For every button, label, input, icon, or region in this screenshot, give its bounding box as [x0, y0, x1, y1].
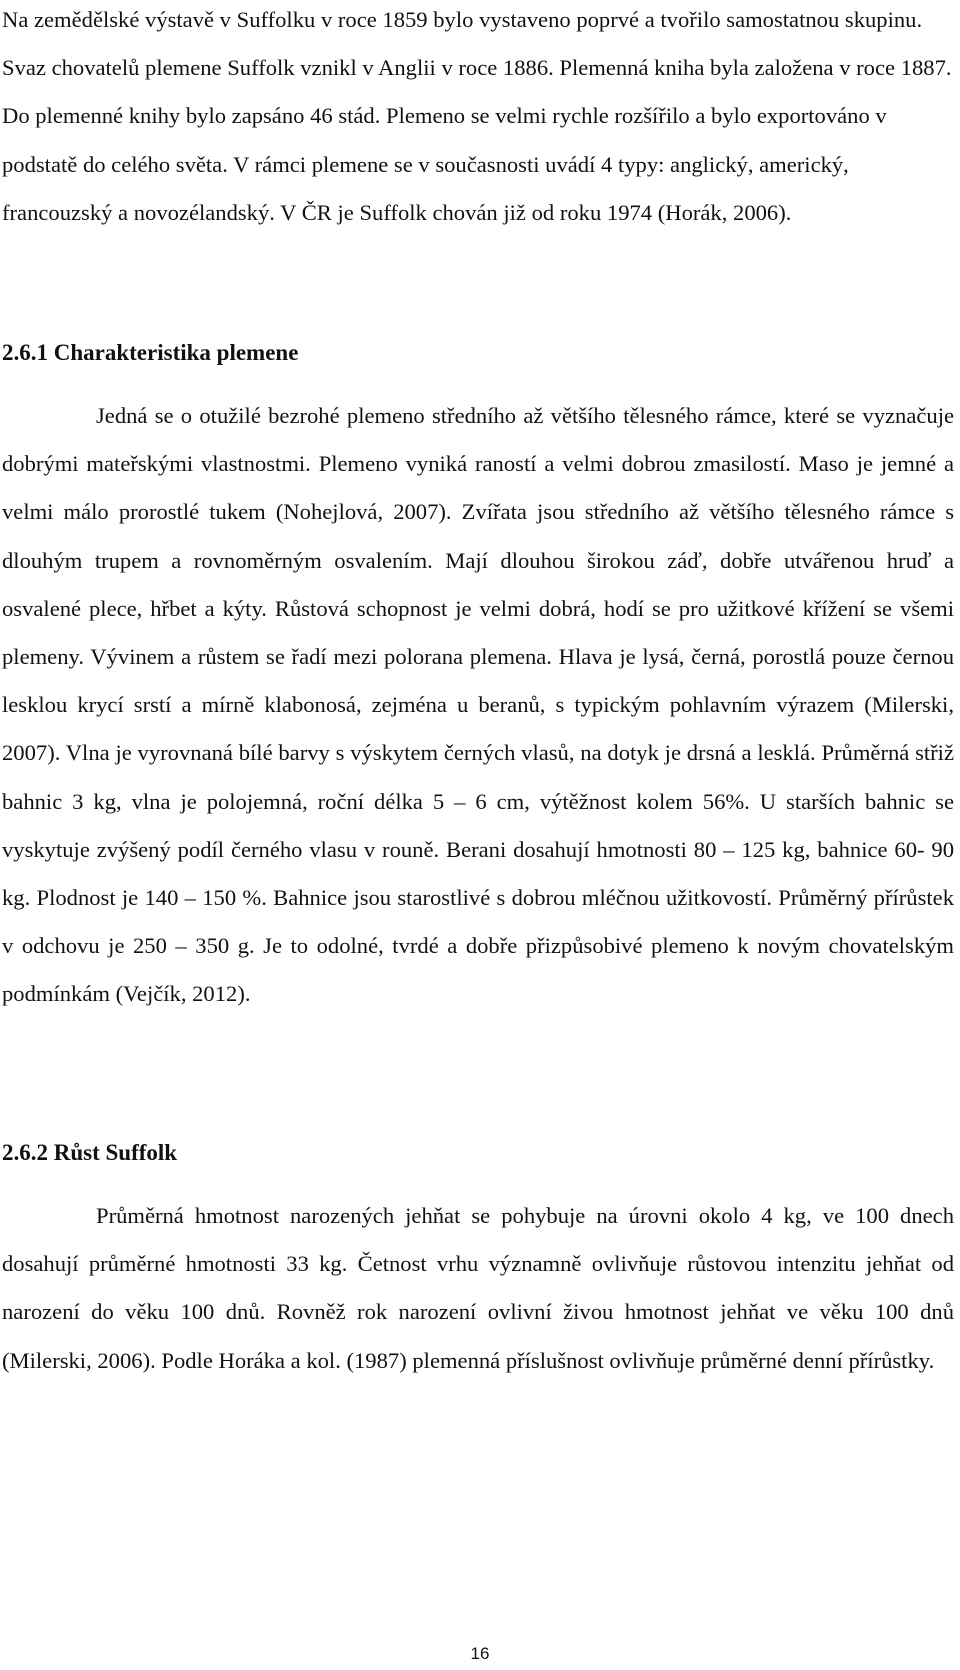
growth-paragraph: Průměrná hmotnost narozených jehňat se pohybuje na úrovni okolo 4 kg, ve 100 dnech dosahují průměrné hmotnosti 33 kg. Četnost vrhu významně ovlivňuje růstovou intenzitu jehňat od narození do věku 100 dnů. Rovněž rok narození ovlivní živou hmotnost jehňat ve věku 100 dnů (Milerski, 2006). Podle Horáka a kol. (1987) plemenná příslušnost ovlivňuje průměrné denní přírůstky.	[2, 1203, 954, 1373]
page-number: 16	[470, 1644, 490, 1663]
section-heading-growth: 2.6.2 Růst Suffolk	[2, 1140, 178, 1165]
section-heading-characteristics: 2.6.1 Charakteristika plemene	[2, 340, 299, 365]
characteristics-paragraph: Jedná se o otužilé bezrohé plemeno středního až většího tělesného rámce, které se vyznačuje dobrými mateřskými vlastnostmi. Plemeno vyniká raností a velmi dobrou zmasilostí. Maso je jemné a velmi málo prorostlé tukem (Nohejlová, 2007). Zvířata jsou středního až většího tělesného rámce s dlouhým trupem a rovnoměrným osvalením. Mají dlouhou širokou záď, dobře utvářenou hruď a osvalené plece, hřbet a kýty. Růstová schopnost je velmi dobrá, hodí se pro užitkové křížení se všemi plemeny. Vývinem a růstem se řadí mezi polorana plemena. Hlava je lysá, černá, porostlá pouze černou lesklou krycí srstí a mírně klabonosá, zejména u beranů, s typickým pohlavním výrazem (Milerski, 2007). Vlna je vyrovnaná bílé barvy s výskytem černých vlasů, na dotyk je drsná a lesklá. Průměrná střiž bahnic 3 kg, vlna je polojemná, roční délka 5 – 6 cm, výtěžnost kolem 56%. U starších bahnic se vyskytuje zvýšený podíl černého vlasu v rouně. Berani dosahují hmotnosti 80 – 125 kg, bahnice 60- 90 kg. Plodnost je 140 – 150 %. Bahnice jsou starostlivé s dobrou mléčnou užitkovostí. Průměrný přírůstek v odchovu je 250 – 350 g. Je to odolné, tvrdé a dobře přizpůsobivé plemeno k novým chovatelským podmínkám (Vejčík, 2012).	[2, 403, 954, 1007]
intro-paragraph: Na zemědělské výstavě v Suffolku v roce 1859 bylo vystaveno poprvé a tvořilo samostatnou skupinu. Svaz chovatelů plemene Suffolk vznikl v Anglii v roce 1886. Plemenná kniha byla založena v roce 1887. Do plemenné knihy bylo zapsáno 46 stád. Plemeno se velmi rychle rozšířilo a bylo exportováno v podstatě do celého světa. V rámci plemene se v současnosti uvádí 4 typy: anglický, americký, francouzský a novozélandský. V ČR je Suffolk chován již od roku 1974 (Horák, 2006).	[2, 7, 952, 225]
